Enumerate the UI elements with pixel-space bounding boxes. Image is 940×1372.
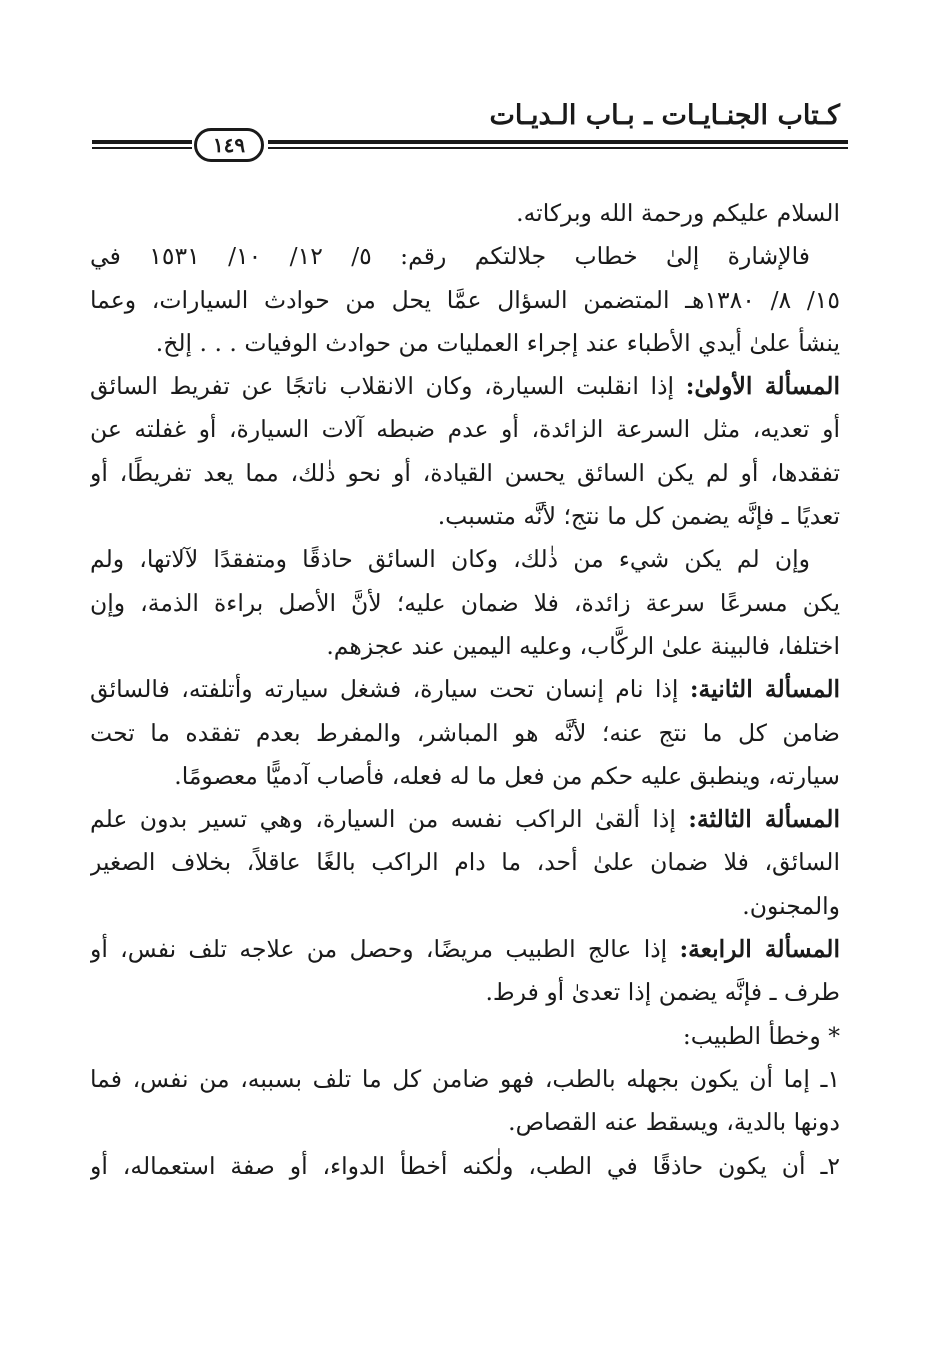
page-number: ١٤٩ — [194, 128, 264, 162]
text-line-17: والمجنون. — [742, 891, 840, 920]
body-text — [90, 192, 840, 1188]
issue-heading-3: المسألة الثالثة: — [688, 805, 840, 834]
text-line-6: أو تعديه، مثل السرعة الزائدة، أو عدم ضبطه آلات السيارة، أو غفلته عن — [90, 415, 840, 444]
text-line-8: تعديًا ـ فإنَّه يضمن كل ما نتج؛ لأنَّه متسبب. — [437, 502, 840, 531]
issue-heading-1: المسألة الأولىٰ: — [685, 372, 840, 401]
text-line-10: يكن مسرعًا سرعة زائدة، فلا ضمان عليه؛ لأنَّ الأصل براءة الذمة، وإن — [90, 588, 840, 617]
text-line-4: ينشأ علىٰ أيدي الأطباء عند إجراء العمليات من حوادث الوفيات . . . إلخ. — [155, 328, 840, 357]
text-line-12: المسألة الثانية: إذا نام إنسان تحت سيارة، فشغل سيارته وأتلفته، فالسائق — [90, 675, 840, 704]
text-line-3: ١٥/ ٨/ ١٣٨٠هـ المتضمن السؤال عمَّا يحل من حوادث السيارات، وعما — [90, 285, 840, 314]
text-line-9: وإن لم يكن شيء من ذٰلك، وكان السائق حاذقًا ومتفقدًا لآلاتها، ولم — [90, 545, 810, 574]
header-rule-left — [92, 140, 192, 149]
text-line-7: تفقدها، أو لم يكن السائق يحسن القيادة، أو نحو ذٰلك، مما يعد تفريطًا، أو — [90, 458, 840, 487]
text-line-20: * وخطأ الطبيب: — [682, 1021, 840, 1050]
text-line-19: طرف ـ فإنَّه يضمن إذا تعدىٰ أو فرط. — [485, 978, 840, 1007]
text-line-23: ٢ـ أن يكون حاذقًا في الطب، ولٰكنه أخطأ الدواء، أو صفة استعماله، أو — [90, 1151, 840, 1180]
text-line-18: المسألة الرابعة: إذا عالج الطبيب مريضًا، وحصل من علاجه تلف نفس، أو — [90, 935, 840, 964]
text-line-21: ١ـ إما أن يكون بجهله بالطب، فهو ضامن كل ما تلف بسببه، من نفس، فما — [90, 1064, 840, 1093]
issue-heading-2: المسألة الثانية: — [689, 675, 840, 704]
header-rule-right — [268, 140, 848, 149]
text-line-11: اختلفا، فالبينة علىٰ الركَّاب، وعليه اليمين عند عجزهم. — [326, 631, 840, 660]
text-line-5: المسألة الأولىٰ: إذا انقلبت السيارة، وكان الانقلاب ناتجًا عن تفريط السائق — [90, 372, 840, 401]
running-header-title: كـتاب الجنـايـات ـ بـاب الـديـات — [489, 100, 840, 131]
text-line-15: المسألة الثالثة: إذا ألقىٰ الراكب نفسه من السيارة، وهي تسير بدون علم — [90, 805, 840, 834]
text-line-16: السائق، فلا ضمان علىٰ أحد، ما دام الراكب بالغًا عاقلاً، بخلاف الصغير — [90, 848, 840, 877]
issue-heading-4: المسألة الرابعة: — [679, 935, 840, 964]
text-line-22: دونها بالدية، ويسقط عنه القصاص. — [508, 1108, 840, 1137]
text-line-1: السلام عليكم ورحمة الله وبركاته. — [516, 199, 840, 227]
text-line-14: سيارته، وينطبق عليه حكم من فعل ما له فعله، فأصاب آدميًّا معصومًا. — [174, 761, 840, 790]
text-line-13: ضامن كل ما نتج عنه؛ لأنَّه هو المباشر، والمفرط بعدم تفقده ما تحت — [90, 718, 840, 747]
text-line-2: فالإشارة إلىٰ خطاب جلالتكم رقم: ٥/ ١٢/ ١٠/ ١٥٣١ في — [90, 242, 810, 271]
